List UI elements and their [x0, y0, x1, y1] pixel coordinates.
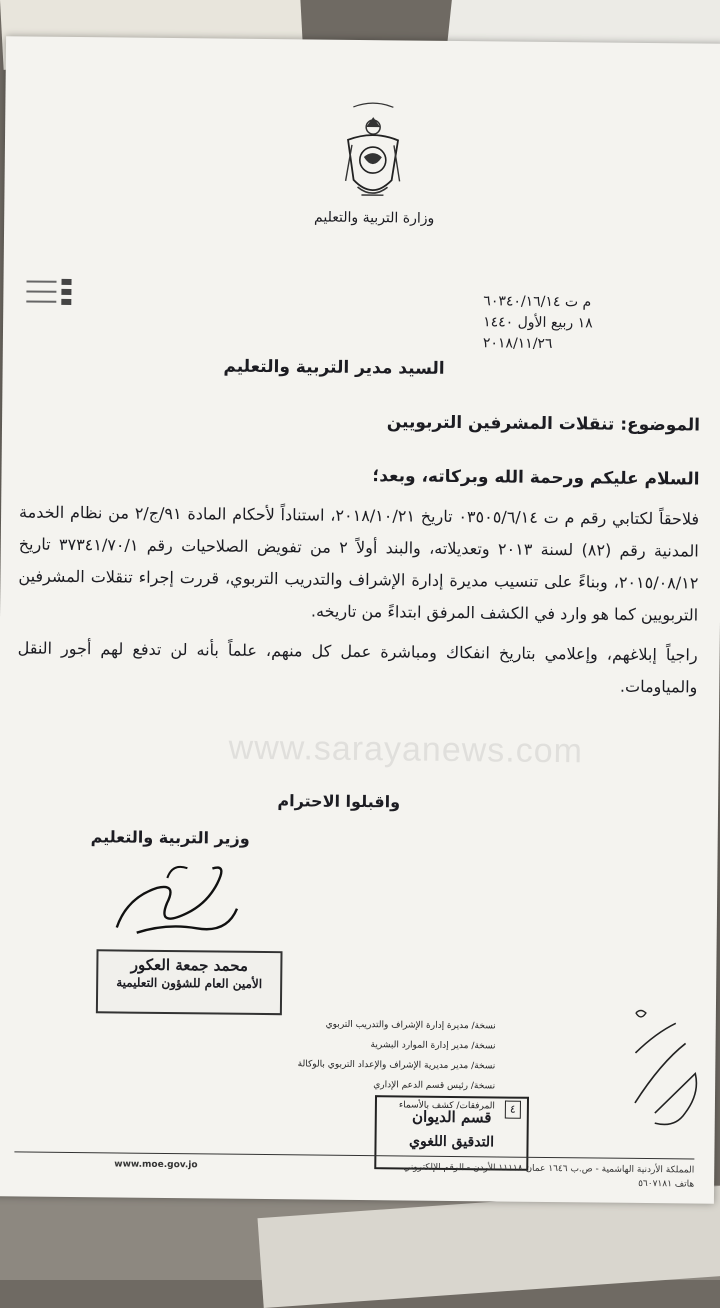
- certification-marks-icon: [21, 276, 81, 317]
- copy-item: نسخة/ مدير إدارة الموارد البشرية: [370, 1040, 496, 1052]
- watermark: www.sarayanews.com: [228, 728, 584, 771]
- letter-body: [17, 456, 700, 711]
- official-stamp: [96, 949, 283, 1015]
- signature-icon: [97, 857, 258, 949]
- paragraph-1: فلاحقاً لكتابي رقم م ت ٠٣٥٠٥/٦/١٤ تاريخ ٢٠١٨/١٠/٢١، استناداً لأحكام المادة ٩١/ج/٢ من نظام الخدمة المدنية رقم (٨٢) لسنة ٢٠١٣ وتعديلاته، والبند أولاً ٢ من تفويض الصلاحيات رقم ٣٧٣٤١/٧٠/١ تاريخ ٢٠١٥/٠٨/١٢، وبناءً على تنسيب مديرة إدارة الإشراف والتدريب التربوي، قررت إجراء تنقلات المشرفين التربويين كما هو وارد في الكشف المرفق ابتداءً من تاريخه.: [18, 502, 700, 625]
- date-gregorian: ٢٠١٨/١١/٢٦: [482, 335, 553, 353]
- diwan-audit: التدقيق اللغوي: [408, 1133, 495, 1151]
- copy-item: نسخة/ رئيس قسم الدعم الإداري: [373, 1080, 496, 1092]
- copy-item: نسخة/ مديرة إدارة الإشراف والتدريب التربوي: [325, 1019, 496, 1032]
- footer-address: المملكة الأردنية الهاشمية - ص.ب ١٦٤٦ عمان ١١١١٨ الأردن - الرقم الإلكتروني: [403, 1162, 695, 1176]
- attachments-item: المرفقات/ كشف بالأسماء: [398, 1100, 495, 1112]
- paragraph-2: راجياً إبلاغهم، وإعلامي بتاريخ انفكاك ومباشرة عمل كل منهم، علماً بأنه لن تدفع لهم أجور النقل والمياومات.: [17, 638, 698, 697]
- date-hijri: ١٨ ربيع الأول ١٤٤٠: [483, 314, 593, 332]
- side-marks: [11, 276, 81, 320]
- ministry-header: وزارة التربية والتعليم: [314, 209, 435, 227]
- handwritten-annotation-icon: [594, 1002, 706, 1163]
- greeting: السلام عليكم ورحمة الله وبركاته، وبعد؛: [372, 466, 700, 490]
- letter-sheet: [0, 36, 720, 1203]
- stamp-name: محمد جمعة العكور: [130, 955, 249, 975]
- footer-phone: هاتف ٥٦٠٧١٨١: [638, 1178, 695, 1190]
- addressee: السيد مدير التربية والتعليم: [223, 356, 445, 379]
- reference-number: م ت ٦٠٣٤٠/١٦/١٤: [483, 293, 592, 311]
- diwan-label: قسم الديوان: [411, 1107, 492, 1127]
- reference-block: [483, 291, 684, 356]
- jordan-crest-icon: [337, 95, 408, 216]
- copy-item: نسخة/ مدير مديرية الإشراف والإعداد التربوي بالوكالة: [297, 1059, 496, 1072]
- footer: [14, 1156, 694, 1191]
- stamp-title: الأمين العام للشؤون التعليمية: [116, 975, 263, 991]
- closing: واقبلوا الاحترام: [277, 791, 401, 812]
- diwan-number: ٤: [505, 1101, 521, 1119]
- signer-title: وزير التربية والتعليم: [90, 827, 250, 848]
- footer-website: www.moe.gov.jo: [114, 1159, 198, 1171]
- subject-line: الموضوع: تنقلات المشرفين التربويين: [386, 412, 701, 436]
